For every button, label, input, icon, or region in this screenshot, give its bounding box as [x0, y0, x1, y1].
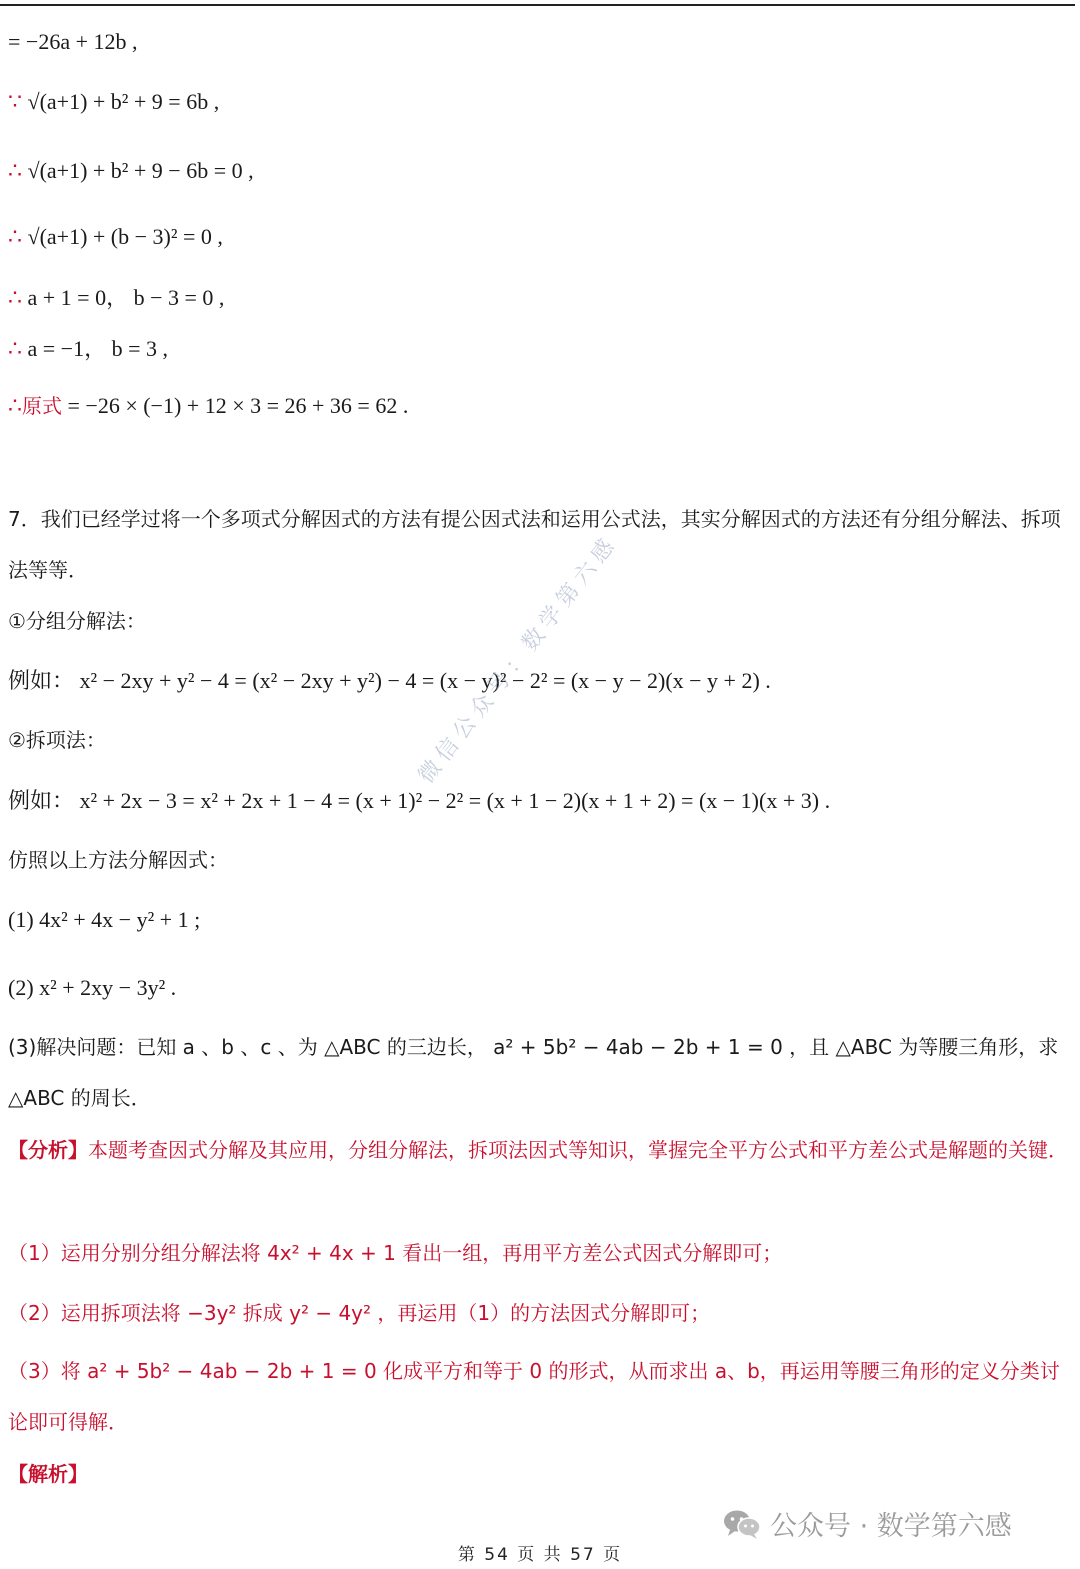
therefore-mark: ∴ — [8, 224, 22, 249]
brand-watermark — [722, 1504, 1012, 1543]
question-3: (3)解决问题：已知 a 、b 、c 、为 △ABC 的三边长， a² + 5b² − 4ab − 2b + 1 = 0 ，且 △ABC 为等腰三角形，求 △ABC 的周长． — [8, 1035, 1059, 1110]
wechat-icon — [722, 1508, 762, 1540]
step-line — [8, 334, 168, 364]
therefore-mark: ∴ — [8, 285, 22, 310]
method2-example: 例如： x² + 2x − 3 = x² + 2x + 1 − 4 = (x + 1)² − 2² = (x + 1 − 2)(x + 1 + 2) = (x − 1)(x + 3) . — [8, 788, 831, 813]
analysis-label: 【分析】 — [8, 1138, 88, 1162]
step-line — [8, 283, 224, 313]
top-rule — [0, 4, 1075, 6]
instruction-text: 仿照以上方法分解因式： — [8, 848, 228, 872]
final-answer-line — [8, 391, 408, 421]
step-text: a + 1 = 0， b − 3 = 0 , — [22, 285, 225, 310]
analysis-block — [8, 1125, 1074, 1176]
step-line — [8, 87, 219, 117]
method2-title: ②拆项法： — [8, 728, 106, 752]
final-text: = −26 × (−1) + 12 × 3 = 26 + 36 = 62 . — [62, 393, 409, 418]
solution-label: 【解析】 — [8, 1462, 88, 1486]
because-mark: ∵ — [8, 89, 22, 114]
step-line — [8, 27, 138, 57]
analysis-part-3: （3）将 a² + 5b² − 4ab − 2b + 1 = 0 化成平方和等于 0 的形式，从而求出 a、b，再运用等腰三角形的定义分类讨论即可得解． — [8, 1359, 1060, 1434]
step-text: √(a+1) + b² + 9 = 6b , — [22, 89, 220, 114]
analysis-part-2: （2）运用拆项法将 −3y² 拆成 y² − 4y² ，再运用（1）的方法因式分解即可； — [8, 1301, 711, 1325]
step-line — [8, 222, 223, 252]
method1-example: 例如： x² − 2xy + y² − 4 = (x² − 2xy + y²) − 4 = (x − y)² − 2² = (x − y − 2)(x − y + 2) . — [8, 668, 771, 693]
step-text: a = −1， b = 3 , — [22, 336, 168, 361]
step-text: √(a+1) + b² + 9 − 6b = 0 , — [22, 158, 254, 183]
question-2: (2) x² + 2xy − 3y² . — [8, 975, 177, 1000]
question-1: (1) 4x² + 4x − y² + 1 ; — [8, 907, 201, 932]
page-footer: 第 54 页 共 57 页 — [457, 1545, 623, 1565]
final-label: 原式 — [22, 394, 62, 418]
analysis-text: 本题考查因式分解及其应用，分组分解法，拆项法因式等知识，掌握完全平方公式和平方差公式是解题的关键． — [88, 1138, 1068, 1162]
brand-text: 公众号 · 数学第六感 — [770, 1511, 1012, 1542]
problem-intro: 7．我们已经学过将一个多项式分解因式的方法有提公因式法和运用公式法，其实分解因式的方法还有分组分解法、拆项法等等． — [8, 507, 1061, 582]
step-text: √(a+1) + (b − 3)² = 0 , — [22, 224, 223, 249]
analysis-part-1: （1）运用分别分组分解法将 4x² + 4x + 1 看出一组，再用平方差公式因式分解即可； — [8, 1241, 783, 1265]
therefore-mark: ∴ — [8, 158, 22, 183]
method1-title: ①分组分解法： — [8, 609, 146, 633]
step-text: = −26a + 12b , — [8, 29, 138, 54]
therefore-mark: ∴ — [8, 336, 22, 361]
therefore-mark: ∴ — [8, 393, 22, 418]
step-line — [8, 156, 254, 186]
diagonal-watermark: 微信公众号：数学第六感 — [413, 530, 624, 789]
